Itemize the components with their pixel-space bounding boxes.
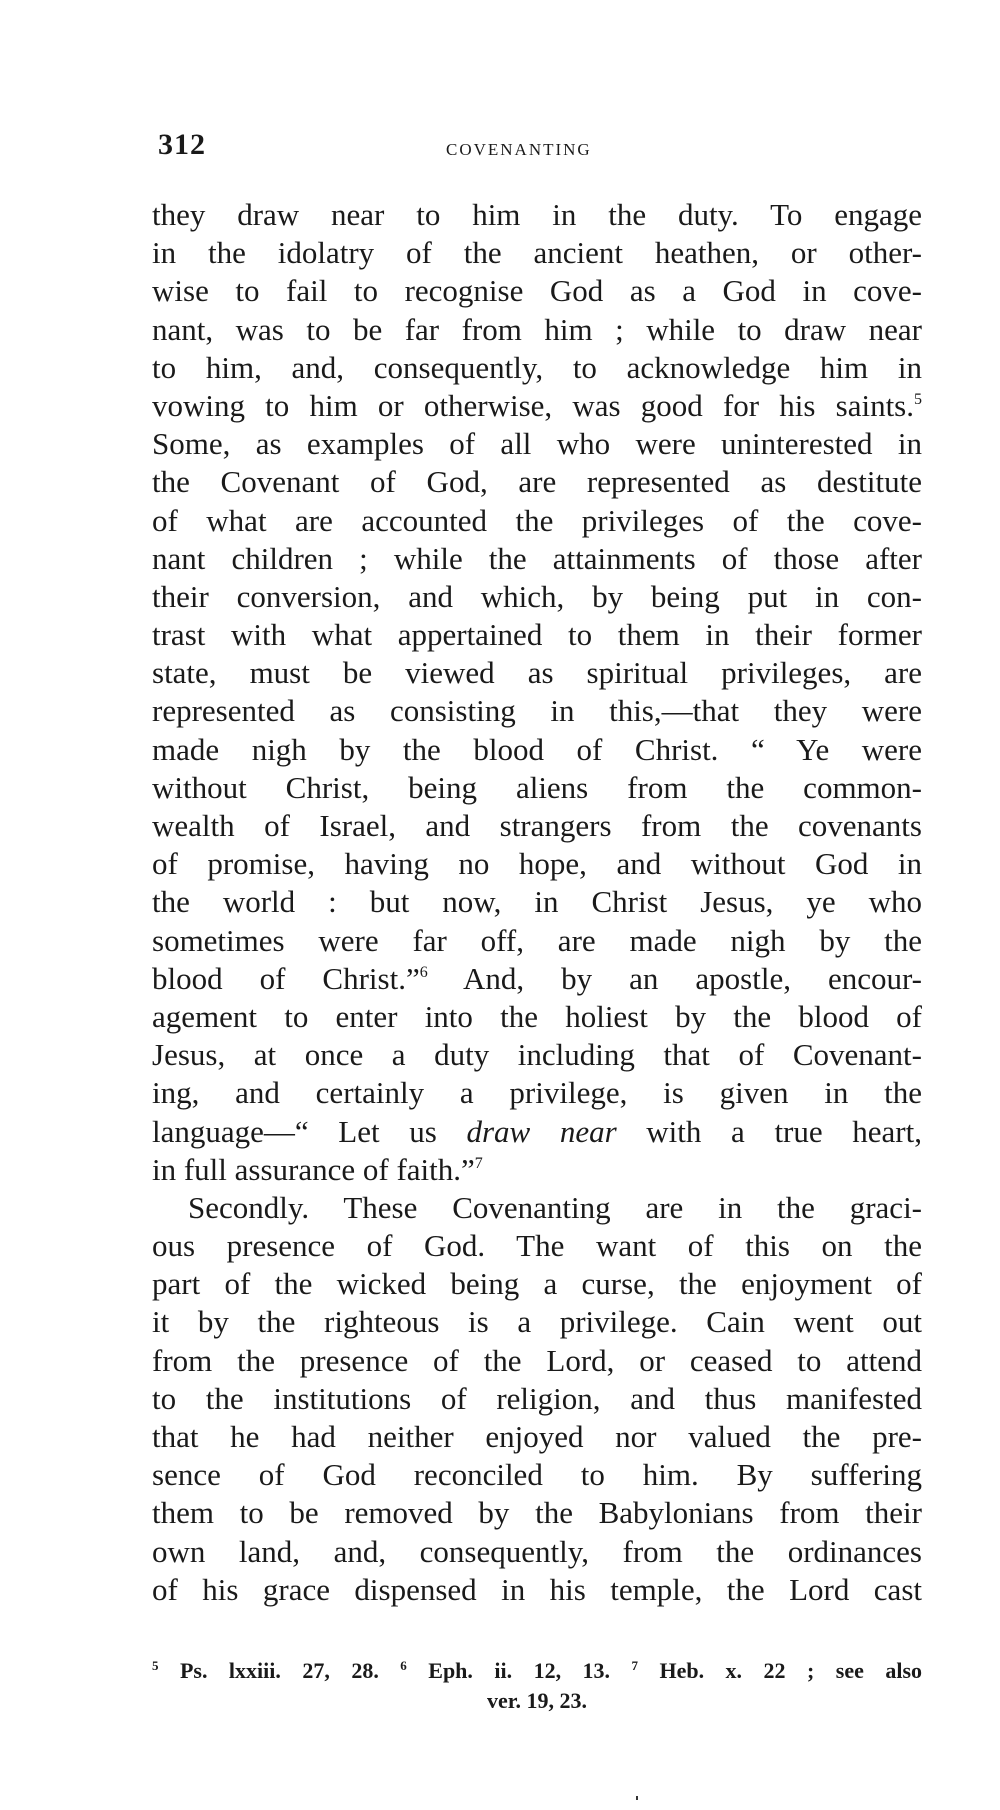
text-line — [152, 845, 922, 883]
page-header — [158, 128, 918, 168]
text-run: of his grace dispensed in his temple, the Lord cast — [152, 1571, 922, 1607]
text-line — [152, 1380, 922, 1418]
text-run: without Christ, being aliens from the common- — [152, 769, 922, 805]
text-line — [152, 578, 922, 616]
text-line — [152, 960, 922, 998]
text-line — [152, 1074, 922, 1112]
text-run: from the presence of the Lord, or ceased to attend — [152, 1342, 922, 1378]
text-line — [152, 272, 922, 310]
text-run: Jesus, at once a duty including that of Covenant- — [152, 1037, 922, 1073]
text-run: it by the righteous is a privilege. Cain went out — [152, 1304, 922, 1340]
text-run: wealth of Israel, and strangers from the covenants — [152, 808, 922, 843]
footnote-line: ver. 19, 23. — [486, 1688, 587, 1713]
text-run: wise to fail to recognise God as a God in cove- — [152, 273, 922, 309]
text-run: they draw near to him in the duty. To engage — [152, 197, 922, 232]
text-line — [152, 1265, 922, 1303]
text-run: their conversion, and which, by being put in con- — [152, 578, 922, 614]
text-line — [152, 616, 922, 654]
footnote-text: Heb. x. 22 ; see also — [638, 1658, 923, 1683]
text-line — [152, 540, 922, 578]
text-line — [152, 1533, 922, 1571]
text-run: agement to enter into the holiest by the blood of — [152, 998, 922, 1034]
text-run: sence of God reconciled to him. By suffering — [152, 1457, 922, 1493]
text-run: nant, was to be far from him ; while to draw near — [152, 311, 922, 347]
footnote-reference: 6 — [419, 963, 428, 981]
footnote-line — [152, 1656, 922, 1686]
text-run: of promise, having no hope, and without God in — [152, 846, 922, 882]
text-line — [152, 387, 922, 425]
text-run: represented as consisting in this,—that they were — [152, 693, 922, 729]
text-line — [152, 1227, 922, 1265]
text-run: the world : but now, in Christ Jesus, ye who — [152, 884, 922, 920]
text-run: of what are accounted the privileges of the cove- — [152, 502, 922, 538]
text-line — [152, 1189, 922, 1227]
footnote-text: Ps. lxxiii. 27, 28. — [158, 1658, 401, 1683]
text-line — [152, 349, 922, 387]
text-run: trast with what appertained to them in their former — [152, 617, 922, 653]
text-line — [152, 1303, 922, 1341]
text-line — [152, 1456, 922, 1494]
text-run: own land, and, consequently, from the ordinances — [152, 1533, 922, 1569]
footnote-reference: 7 — [474, 1154, 483, 1172]
text-run: that he had neither enjoyed nor valued the pre- — [152, 1419, 922, 1454]
text-run: the Covenant of God, are represented as destitute — [152, 464, 922, 500]
italic-phrase: draw near — [466, 1113, 617, 1149]
text-run: Some, as examples of all who were uninterested in — [152, 426, 922, 462]
text-line — [152, 692, 922, 730]
text-run: in full assurance of faith.” — [152, 1151, 475, 1187]
text-line — [152, 769, 922, 807]
footnote-marker: 7 — [631, 1658, 638, 1673]
text-run: them to be removed by the Babylonians from their — [152, 1495, 922, 1531]
text-run: part of the wicked being a curse, the enjoyment of — [152, 1266, 922, 1302]
text-line — [152, 196, 922, 234]
running-head: COVENANTING — [446, 140, 592, 159]
text-line — [152, 654, 922, 692]
text-run: to the institutions of religion, and thus manifested — [152, 1380, 922, 1416]
footnotes — [152, 1656, 922, 1716]
text-run: sometimes were far off, are made nigh by the — [152, 922, 922, 958]
text-line — [152, 1036, 922, 1074]
text-run: with a true heart, — [616, 1113, 922, 1149]
text-run: in the idolatry of the ancient heathen, or other- — [152, 235, 922, 271]
text-run: ing, and certainly a privilege, is given in the — [152, 1075, 922, 1111]
text-line — [152, 1342, 922, 1380]
text-run: Secondly. These Covenanting are in the graci- — [188, 1189, 922, 1225]
text-run: nant children ; while the attainments of those after — [152, 540, 922, 576]
text-run: And, by an apostle, encour- — [427, 960, 922, 996]
body-text — [152, 196, 922, 1609]
text-run: ous presence of God. The want of this on the — [152, 1228, 922, 1264]
footnote-reference: 5 — [914, 390, 922, 408]
text-line — [152, 1418, 922, 1456]
text-line — [152, 1494, 922, 1532]
footnote-text: Eph. ii. 12, 13. — [406, 1658, 632, 1683]
text-line — [152, 1113, 922, 1151]
text-run: vowing to him or otherwise, was good for his saints. — [152, 387, 914, 423]
text-line — [152, 1571, 922, 1609]
text-line — [152, 502, 922, 540]
text-run: made nigh by the blood of Christ. “ Ye were — [152, 731, 922, 767]
text-run: blood of Christ.” — [152, 960, 420, 996]
text-line — [152, 998, 922, 1036]
text-line — [152, 922, 922, 960]
footnote-marker: 5 — [152, 1658, 159, 1673]
text-run: state, must be viewed as spiritual privileges, are — [152, 655, 922, 691]
print-speck — [636, 1796, 638, 1800]
text-run: language—“ Let us — [152, 1113, 467, 1149]
text-line — [152, 234, 922, 272]
text-line — [152, 463, 922, 501]
text-run: to him, and, consequently, to acknowledge him in — [152, 349, 922, 385]
page-number: 312 — [158, 128, 206, 161]
text-line — [152, 731, 922, 769]
text-line — [152, 807, 922, 845]
text-line — [152, 425, 922, 463]
text-line — [152, 883, 922, 921]
text-line — [152, 311, 922, 349]
footnote-marker: 6 — [400, 1658, 407, 1673]
text-line — [152, 1151, 922, 1189]
